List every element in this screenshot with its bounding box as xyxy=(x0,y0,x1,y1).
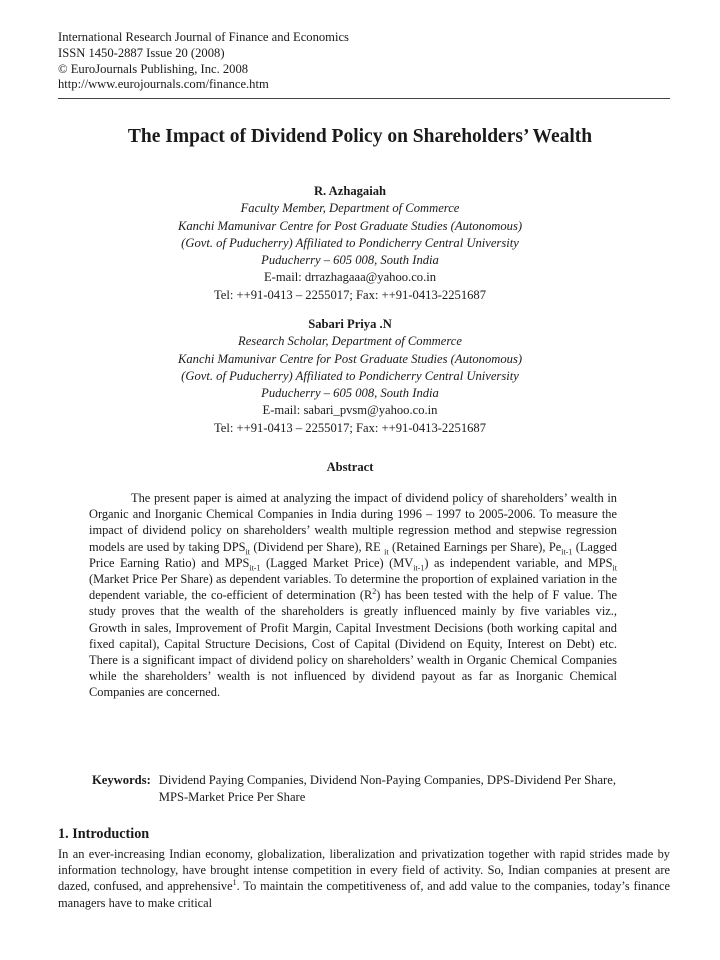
author-institution: Kanchi Mamunivar Centre for Post Graduate Studies (Autonomous) xyxy=(177,351,523,366)
author-position: Research Scholar, Department of Commerce xyxy=(238,334,462,349)
section-heading-introduction: 1. Introduction xyxy=(58,826,150,842)
author-phone: Tel: ++91-0413 – 2255017; Fax: ++91-0413-2251687 xyxy=(213,420,487,435)
abstract-heading: Abstract xyxy=(326,460,374,474)
author-block-2 xyxy=(0,316,700,437)
author-address: Puducherry – 605 008, South India xyxy=(261,386,439,401)
journal-name: International Research Journal of Finance and Economics xyxy=(58,30,349,44)
author-name: R. Azhagaiah xyxy=(313,184,387,198)
paper-title: The Impact of Dividend Policy on Shareholders’ Wealth xyxy=(127,126,593,147)
author-position: Faculty Member, Department of Commerce xyxy=(240,201,460,216)
author-phone: Tel: ++91-0413 – 2255017; Fax: ++91-0413-2251687 xyxy=(213,287,487,302)
author-address: Puducherry – 605 008, South India xyxy=(261,253,439,268)
keywords-label: Keywords: xyxy=(92,773,151,787)
journal-header xyxy=(58,30,349,93)
author-block-1 xyxy=(0,183,700,304)
author-name: Sabari Priya .N xyxy=(308,317,392,331)
introduction-paragraph: In an ever-increasing Indian economy, globalization, liberalization and privatization together with rapid strides made by information technology, have brought intense competition in every field of activity. So, Indian companies at present are dazed, confused, and apprehensive$^1$. To maintain the competitiveness of, and add value to the companies, today’s finance managers have to make critical xyxy=(58,847,670,910)
journal-url: http://www.eurojournals.com/finance.htm xyxy=(58,77,269,92)
journal-copyright: © EuroJournals Publishing, Inc. 2008 xyxy=(58,61,249,76)
keywords xyxy=(92,772,616,806)
keywords-text: Dividend Paying Companies, Dividend Non-Paying Companies, DPS-Dividend Per Share, MPS-Market Price Per Share xyxy=(158,773,616,804)
author-email: E-mail: sabari_pvsm@yahoo.co.in xyxy=(262,403,438,418)
author-institution: Kanchi Mamunivar Centre for Post Graduate Studies (Autonomous) xyxy=(177,218,523,233)
author-email: E-mail: drrazhagaaa@yahoo.co.in xyxy=(263,270,437,285)
journal-issn: ISSN 1450-2887 Issue 20 (2008) xyxy=(58,45,225,60)
author-affiliation: (Govt. of Puducherry) Affiliated to Pondicherry Central University xyxy=(181,235,519,250)
abstract-paragraph: The present paper is aimed at analyzing the impact of dividend policy of shareholders’ wealth in Organic and Inorganic Chemical Companies in India during 1996 – 1997 to 2005-2006. To measure the impact of dividend policy on shareholders’ wealth multiple regression method and stepwise regression models are used by taking $DPS_{it}$ (Dividend per Share), RE $_{it}$ (Retained Earnings per Share), $Pe_{it-1}$ (Lagged Price Earning Ratio) and $MPS_{it-1}$ (Lagged Market Price) $(MV_{it-1})$ as independent variable, and $MPS_{it}$ (Market Price Per Share) as dependent variables. To determine the proportion of explained variation in the dependent variable, the co-efficient of determination $(R^2)$ has been tested with the help of F value. The study proves that the wealth of the shareholders is greatly influenced mainly by five variables viz., Growth in sales, Improvement of Profit Margin, Capital Investment Decisions (both working capital and fixed capital), Capital Structure Decisions, Cost of Capital (Dividend on Equity, Interest on Debt) etc. There is a significant impact of dividend policy on shareholders’ wealth in Organic Chemical Companies while the shareholders’ wealth is not influenced by dividend payout as far as Inorganic Chemical Companies are concerned. xyxy=(89,491,617,700)
author-affiliation: (Govt. of Puducherry) Affiliated to Pondicherry Central University xyxy=(181,368,519,383)
header-divider xyxy=(58,98,670,99)
